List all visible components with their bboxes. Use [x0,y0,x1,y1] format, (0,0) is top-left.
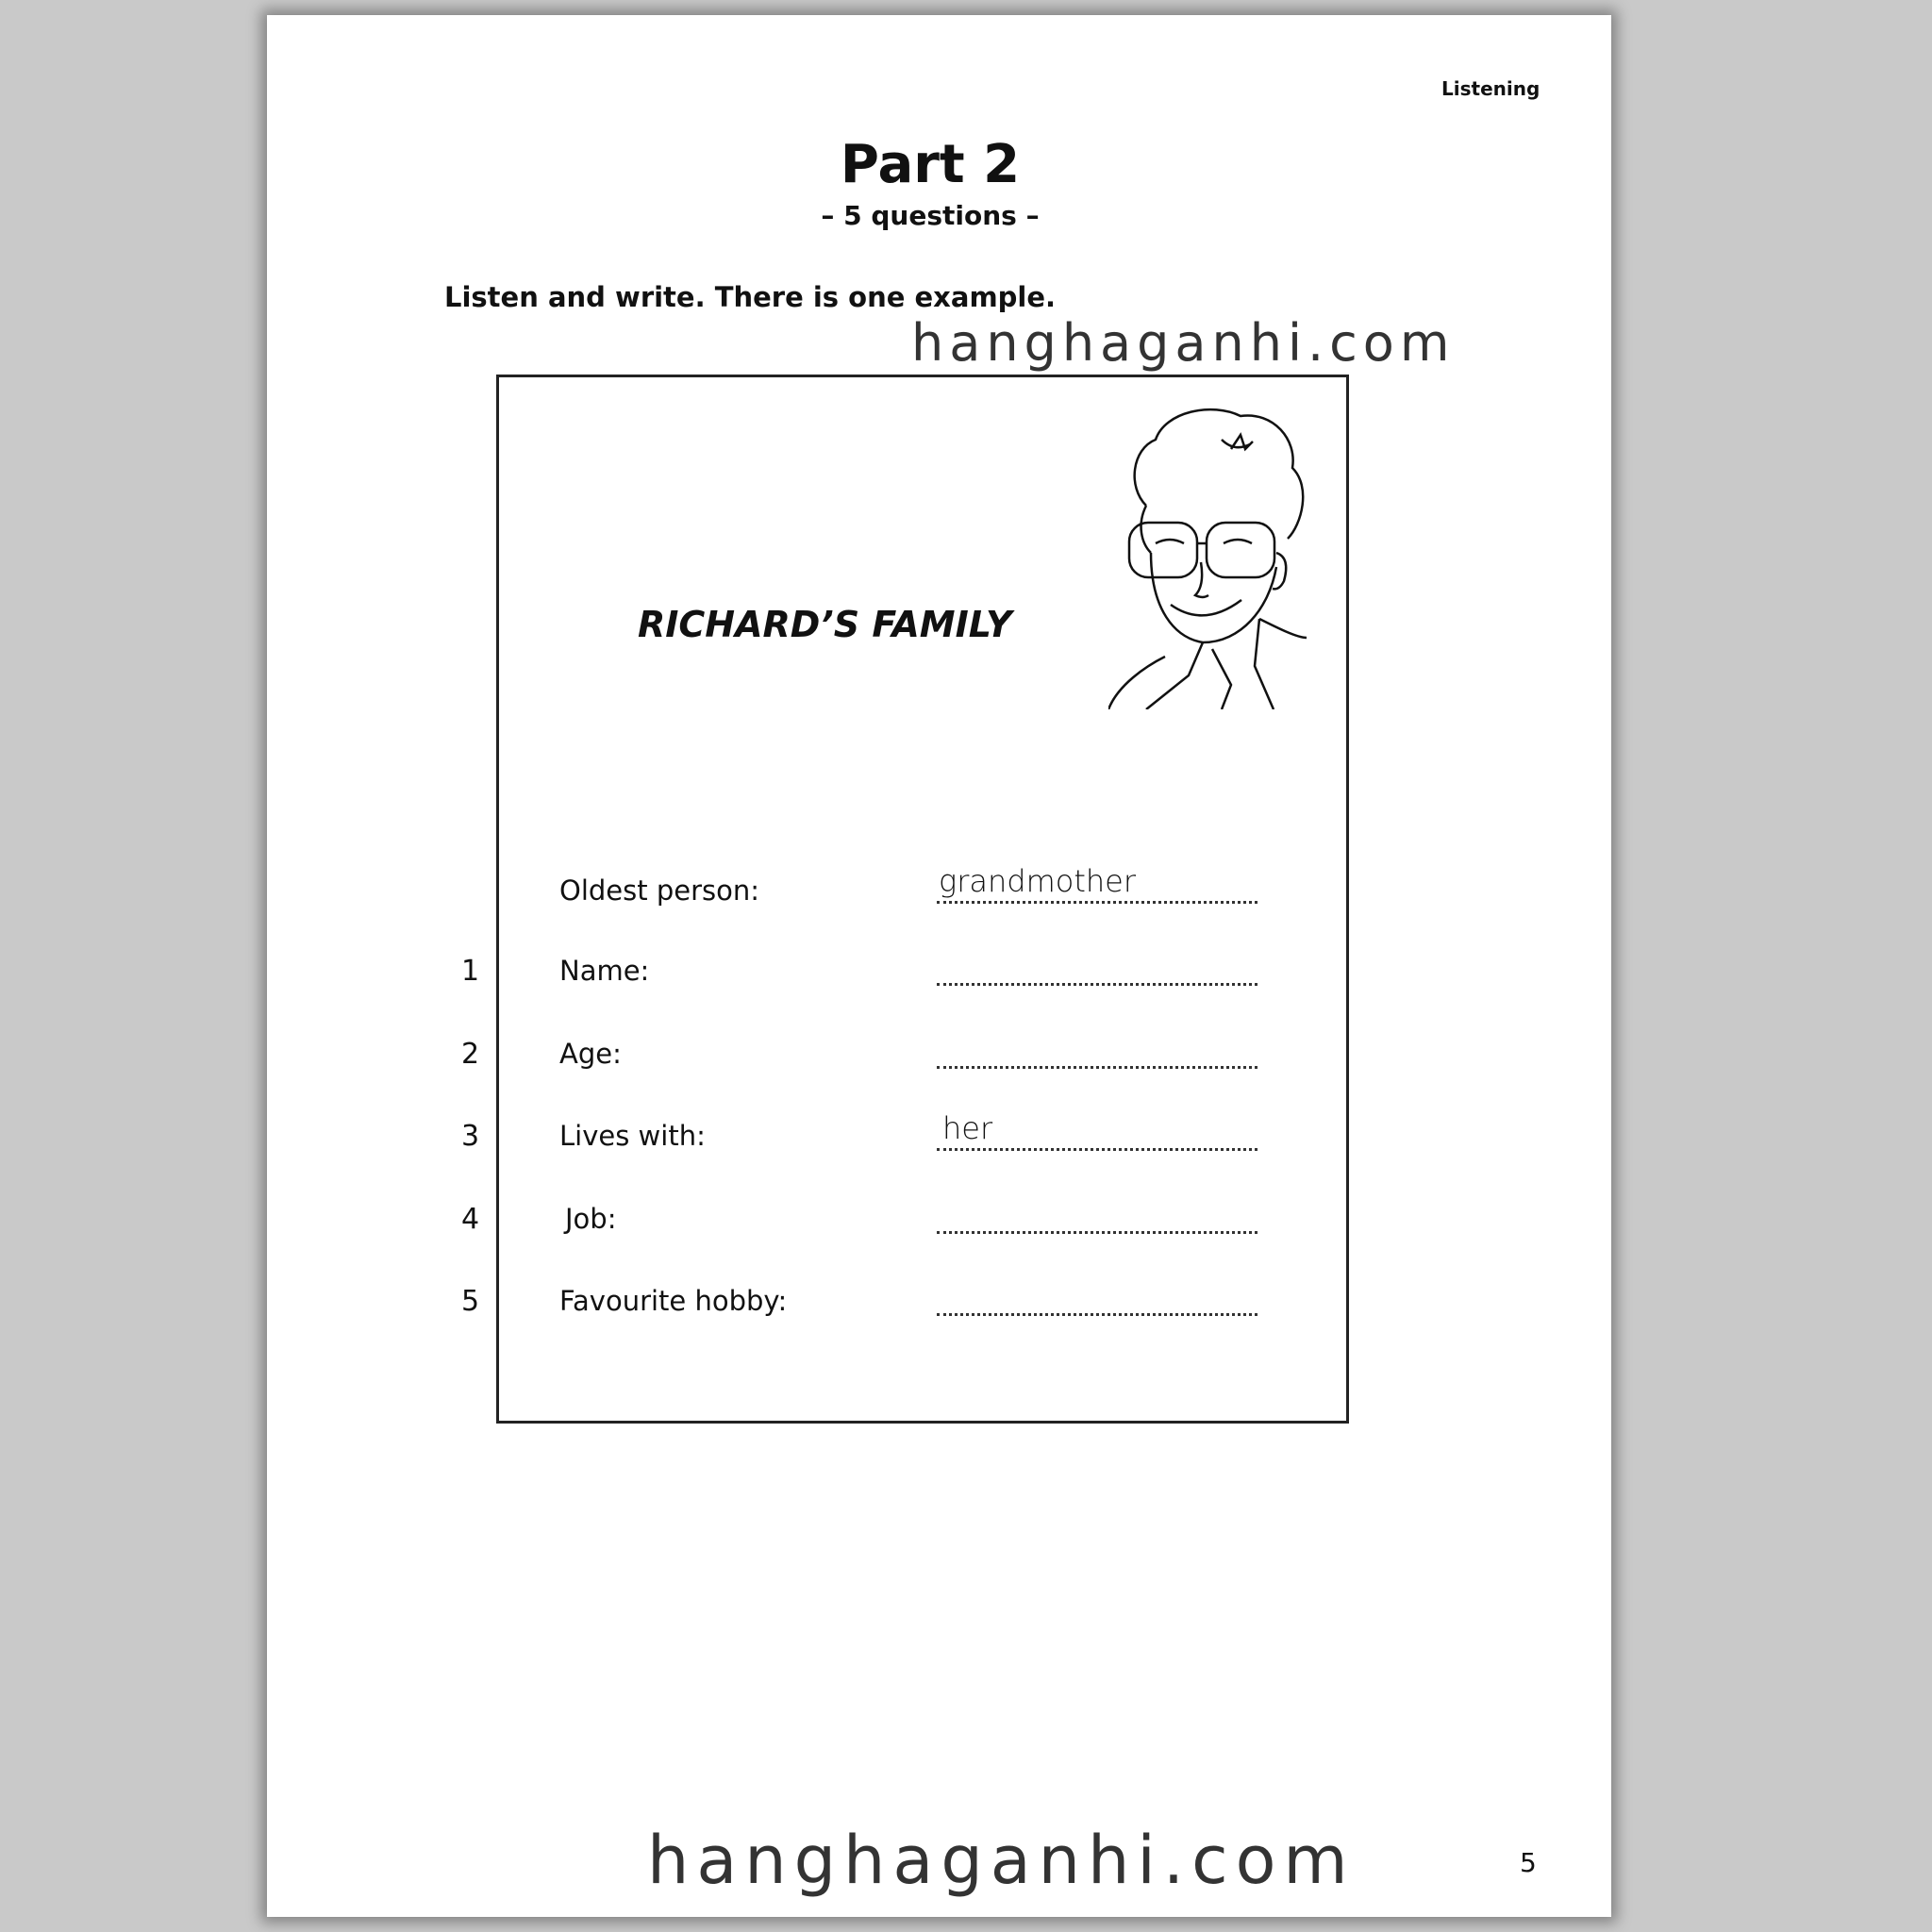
watermark-bottom: hanghaganhi.com [647,1822,1356,1899]
answer-field-lives-with[interactable] [937,1110,1257,1151]
answer-text: grandmother [939,863,1136,899]
page-subtitle: – 5 questions – [821,200,1040,231]
page-number: 5 [1520,1847,1537,1878]
answer-field-oldest[interactable] [937,863,1257,904]
answer-field-hobby[interactable] [937,1275,1257,1316]
worksheet-page [267,15,1611,1917]
question-number: 2 [461,1038,480,1071]
section-label: Listening [1441,77,1541,100]
question-number: 1 [461,955,480,988]
family-form-box [461,375,1349,1424]
answer-field-age[interactable] [937,1028,1257,1069]
field-label: Lives with: [559,1120,706,1152]
answer-text: her [942,1110,993,1146]
field-label: Job: [565,1203,617,1235]
grandmother-illustration [1108,402,1312,709]
question-number: 4 [461,1203,480,1236]
answer-field-name[interactable] [937,945,1257,986]
instruction: Listen and write. There is one example. [444,281,1057,313]
answer-field-job[interactable] [937,1193,1257,1234]
form-title: RICHARD’S FAMILY [638,604,1012,645]
watermark-top: hanghaganhi.com [911,313,1456,373]
field-label: Age: [559,1038,622,1070]
question-number: 3 [461,1120,480,1153]
field-label: Oldest person: [559,874,760,907]
page-title: Part 2 [840,134,1021,195]
field-label: Name: [559,955,650,987]
question-number: 5 [461,1285,480,1318]
field-label: Favourite hobby: [559,1285,788,1317]
